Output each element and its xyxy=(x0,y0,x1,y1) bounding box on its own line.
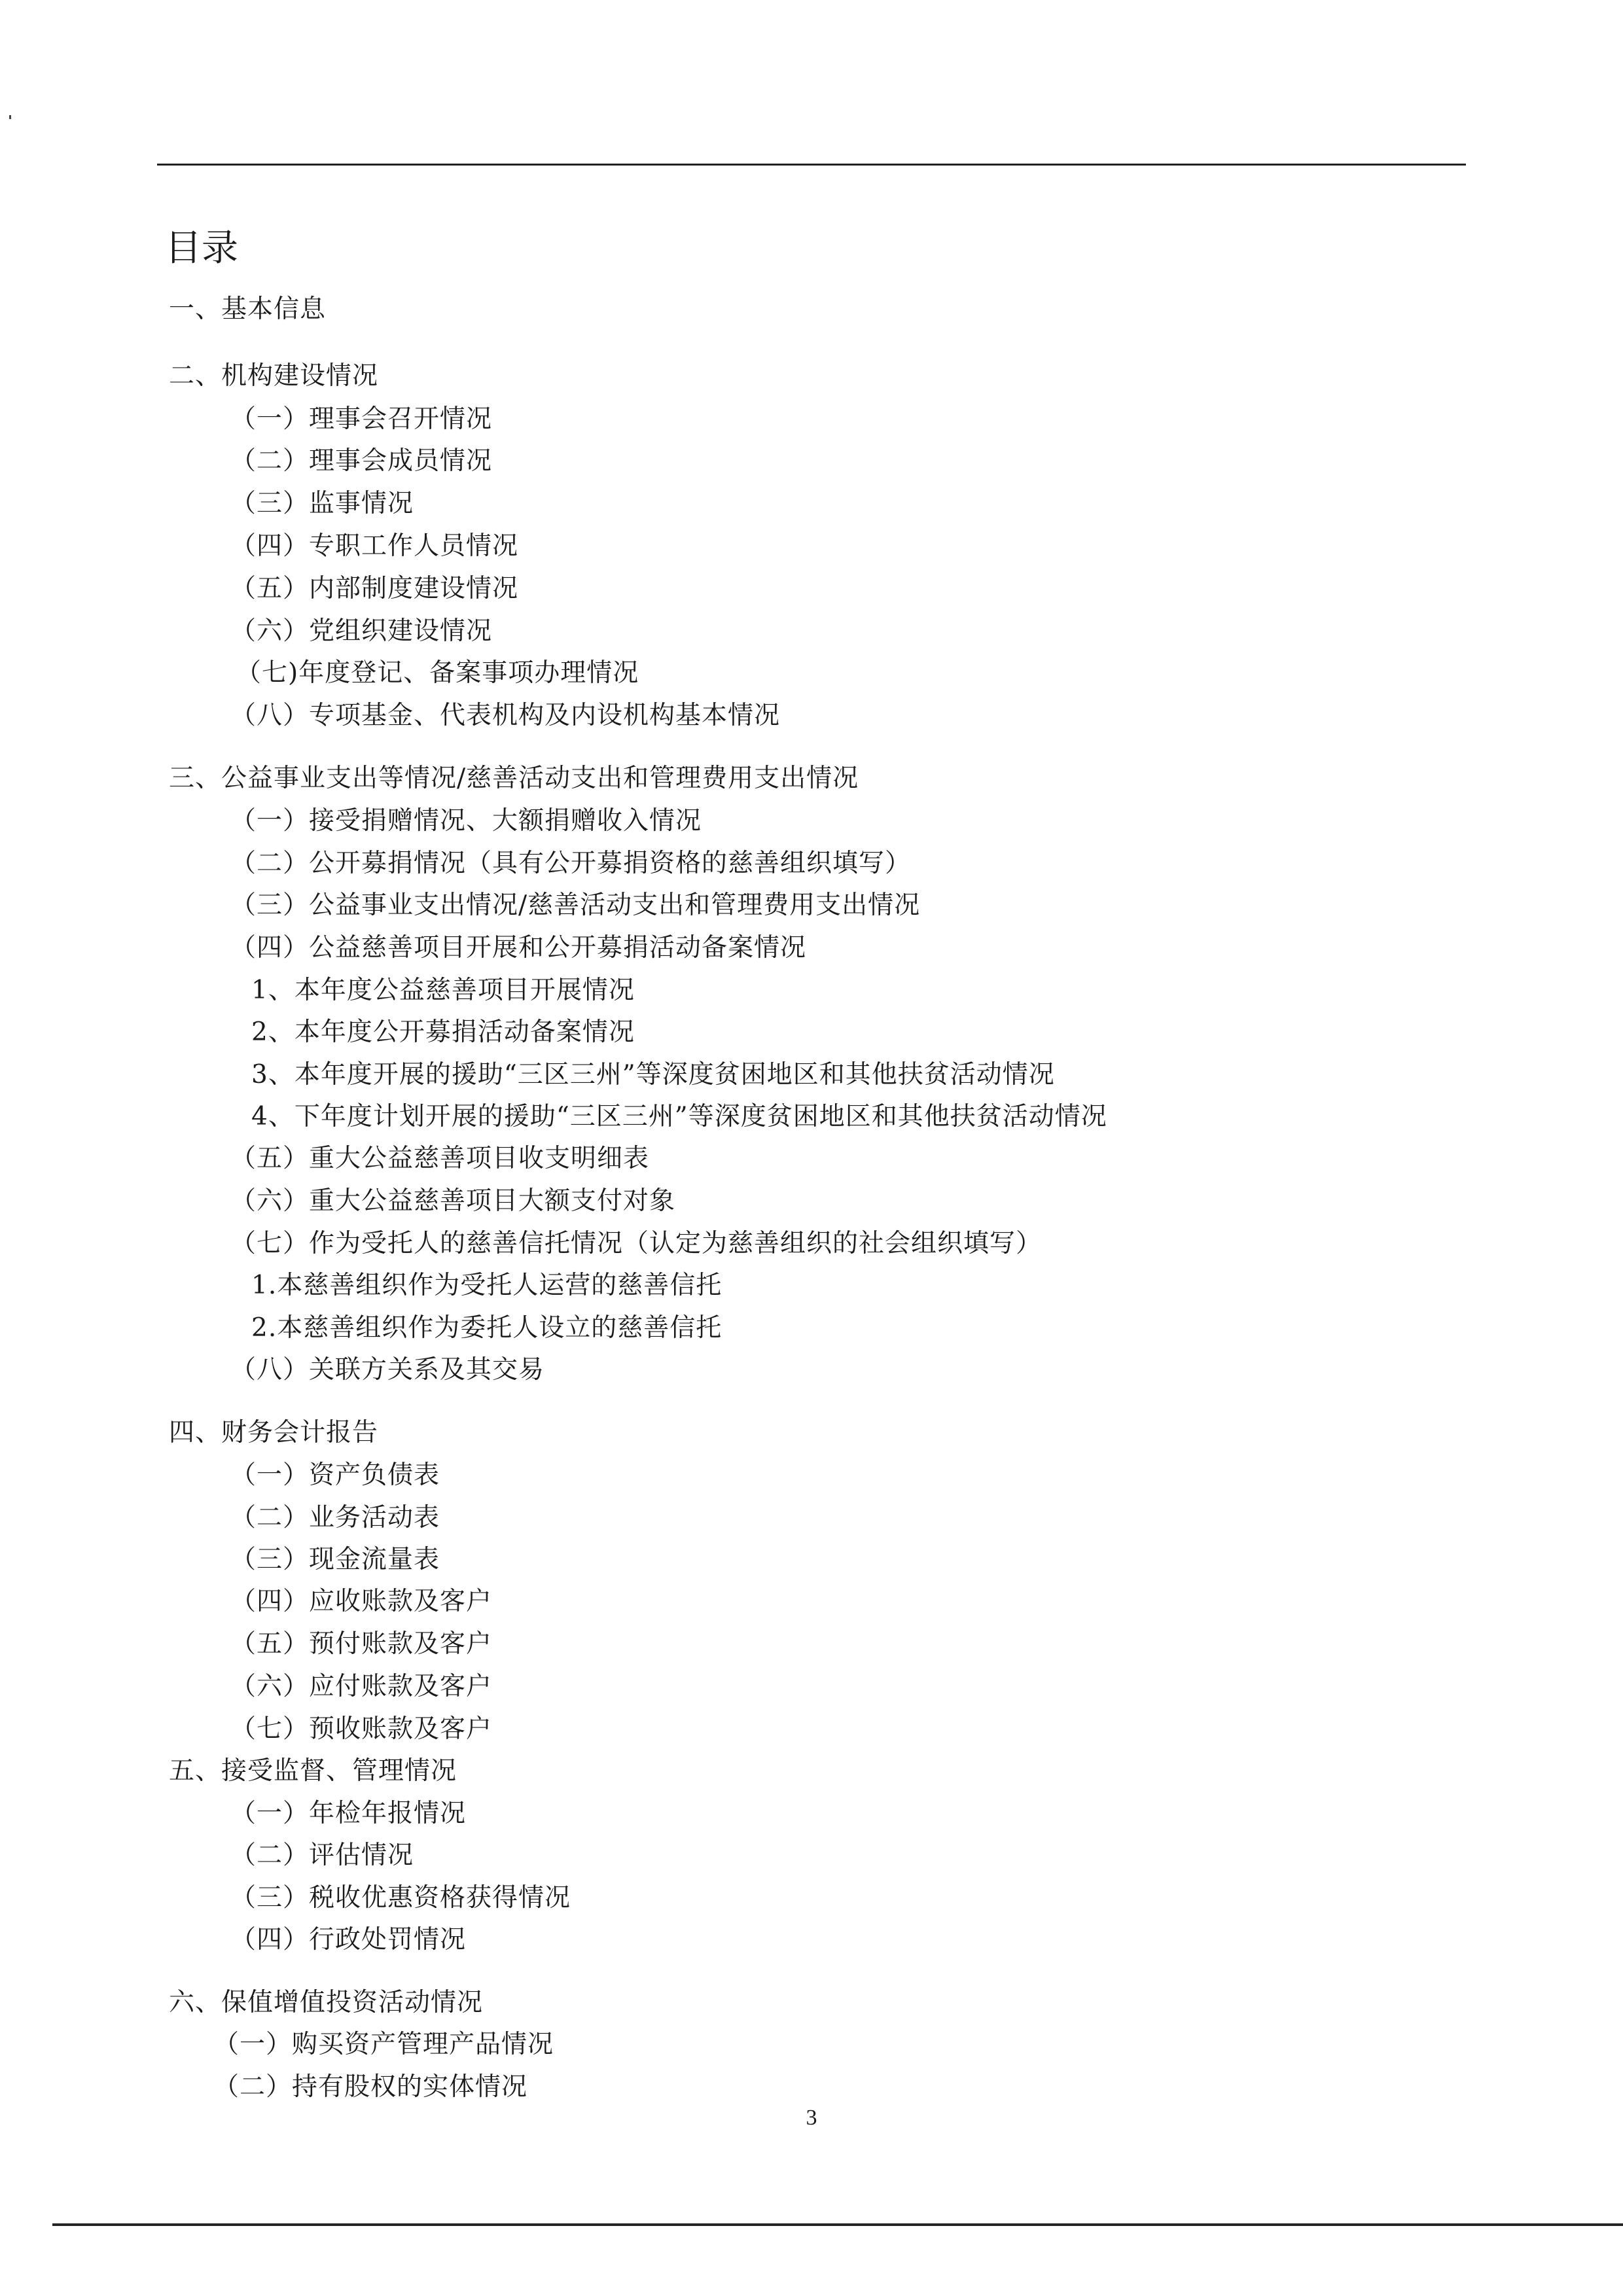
toc-subsection[interactable]: （二）理事会成员情况 xyxy=(230,446,493,476)
toc-subsection[interactable]: （一）接受捐赠情况、大额捐赠收入情况 xyxy=(230,806,702,836)
toc-subsection[interactable]: （六）党组织建设情况 xyxy=(230,616,493,646)
toc-subsection[interactable]: （三）税收优惠资格获得情况 xyxy=(230,1883,571,1913)
toc-subsection[interactable]: （七)年度登记、备案事项办理情况 xyxy=(236,658,639,688)
toc-item[interactable]: 2、本年度公开募捐活动备案情况 xyxy=(251,1017,635,1047)
scan-speck xyxy=(9,115,11,119)
page-number: 3 xyxy=(806,2106,817,2130)
toc-subsection[interactable]: （二）公开募捐情况（具有公开募捐资格的慈善组织填写） xyxy=(230,849,912,878)
toc-title: 目录 xyxy=(165,227,238,270)
header-rule xyxy=(157,164,1466,166)
toc-subsection[interactable]: （二）业务活动表 xyxy=(230,1503,440,1532)
toc-subsection[interactable]: （三）公益事业支出情况/慈善活动支出和管理费用支出情况 xyxy=(230,891,921,920)
toc-subsection[interactable]: （一）资产负债表 xyxy=(230,1460,440,1490)
toc-subsection[interactable]: （四）应收账款及客户 xyxy=(230,1587,493,1616)
toc-subsection[interactable]: （五）内部制度建设情况 xyxy=(230,574,519,603)
toc-section[interactable]: 五、接受监督、管理情况 xyxy=(169,1756,457,1786)
toc-subsection[interactable]: （三）监事情况 xyxy=(230,489,414,518)
toc-subsection[interactable]: （二）评估情况 xyxy=(230,1841,414,1870)
toc-subsection[interactable]: （三）现金流量表 xyxy=(230,1545,440,1574)
toc-subsection[interactable]: （一）理事会召开情况 xyxy=(230,404,493,434)
toc-subsection[interactable]: （一）年检年报情况 xyxy=(230,1799,467,1828)
toc-subsection[interactable]: （八）关联方关系及其交易 xyxy=(230,1355,545,1385)
toc-subsection[interactable]: （六）重大公益慈善项目大额支付对象 xyxy=(230,1186,676,1216)
toc-subsection[interactable]: （五）预付账款及客户 xyxy=(230,1629,493,1659)
toc-subsection[interactable]: （四）公益慈善项目开展和公开募捐活动备案情况 xyxy=(230,933,807,963)
toc-section[interactable]: 二、机构建设情况 xyxy=(169,361,379,391)
toc-section[interactable]: 六、保值增值投资活动情况 xyxy=(169,1988,484,2017)
toc-subsection[interactable]: （五）重大公益慈善项目收支明细表 xyxy=(230,1144,650,1173)
toc-item[interactable]: 3、本年度开展的援助“三区三州”等深度贫困地区和其他扶贫活动情况 xyxy=(251,1060,1055,1089)
toc-section[interactable]: 四、财务会计报告 xyxy=(169,1418,379,1447)
toc-item[interactable]: 1、本年度公益慈善项目开展情况 xyxy=(251,976,635,1005)
toc-section[interactable]: 三、公益事业支出等情况/慈善活动支出和管理费用支出情况 xyxy=(169,764,859,793)
toc-item[interactable]: 2.本慈善组织作为委托人设立的慈善信托 xyxy=(251,1313,722,1343)
toc-subsection[interactable]: （八）专项基金、代表机构及内设机构基本情况 xyxy=(230,701,781,730)
toc-subsection[interactable]: （六）应付账款及客户 xyxy=(230,1672,493,1701)
toc-subsection[interactable]: （四）行政处罚情况 xyxy=(230,1925,467,1954)
toc-section[interactable]: 一、基本信息 xyxy=(169,294,327,324)
toc-item[interactable]: 4、下年度计划开展的援助“三区三州”等深度贫困地区和其他扶贫活动情况 xyxy=(251,1102,1107,1131)
toc-subsection[interactable]: （四）专职工作人员情况 xyxy=(230,531,519,561)
footer-rule xyxy=(52,2223,1623,2226)
toc-subsection[interactable]: （七）预收账款及客户 xyxy=(230,1714,493,1744)
toc-subsection[interactable]: （二）持有股权的实体情况 xyxy=(213,2072,528,2102)
toc-subsection[interactable]: （七）作为受托人的慈善信托情况（认定为慈善组织的社会组织填写） xyxy=(230,1229,1043,1258)
toc-item[interactable]: 1.本慈善组织作为受托人运营的慈善信托 xyxy=(251,1271,722,1300)
toc-subsection[interactable]: （一）购买资产管理产品情况 xyxy=(213,2030,554,2059)
